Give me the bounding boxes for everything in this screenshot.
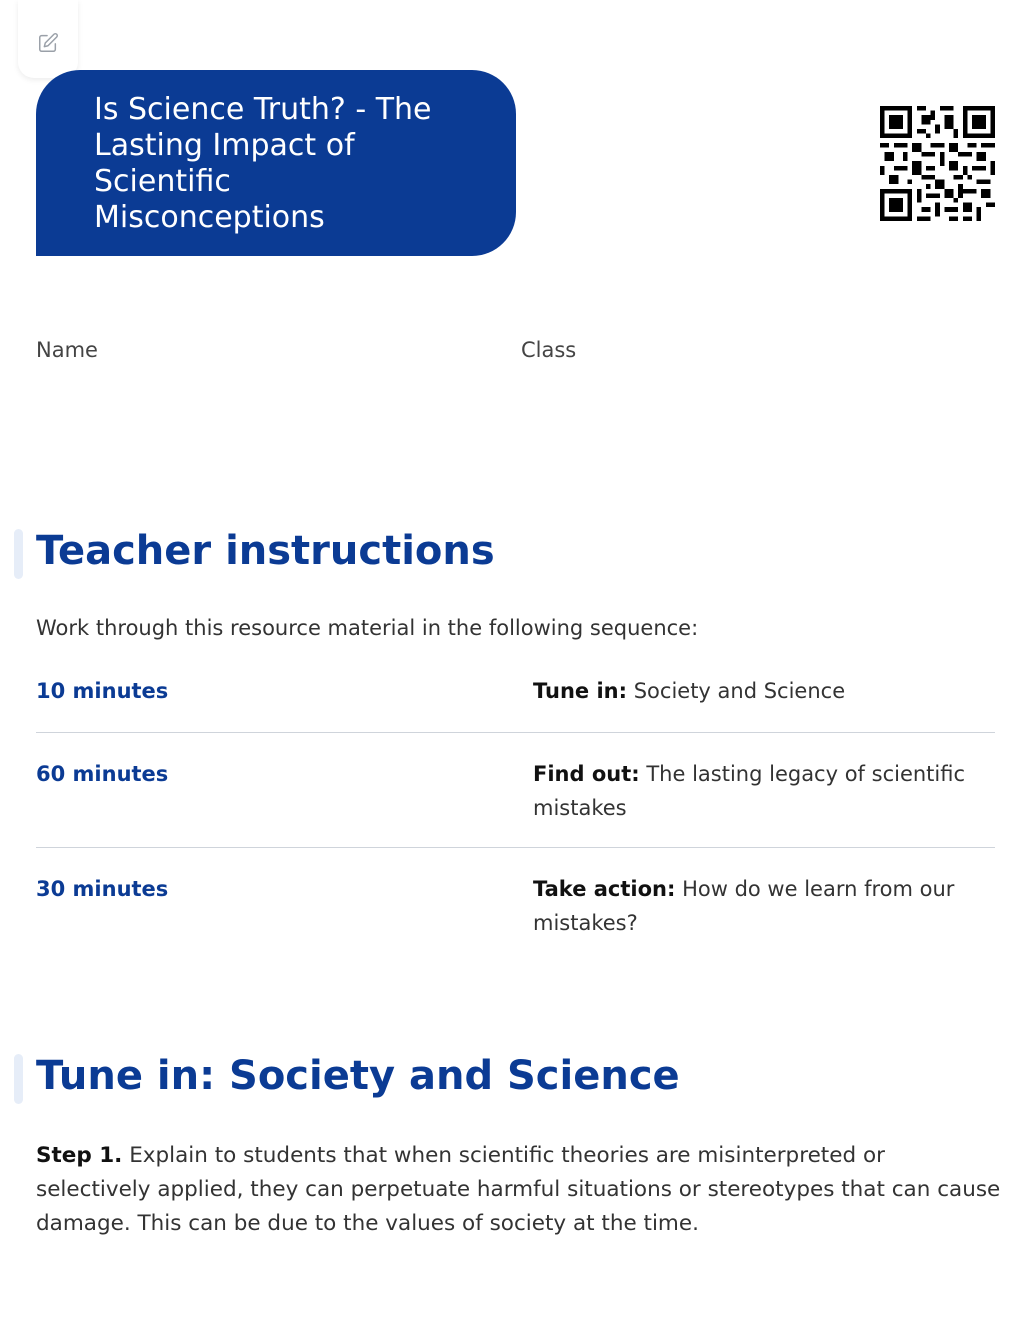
sequence-table [36, 676, 995, 958]
sequence-description [533, 757, 995, 847]
sequence-time: 60 minutes [36, 762, 169, 786]
sequence-phase: Take action: [533, 877, 676, 901]
sequence-time: 10 minutes [36, 679, 169, 703]
qr-code-icon [880, 106, 995, 221]
class-label: Class [521, 338, 577, 362]
page-title: Is Science Truth? - The Lasting Impact of Scientific Misconceptions [94, 92, 432, 235]
sequence-description [533, 872, 995, 958]
sequence-time: 30 minutes [36, 877, 169, 901]
name-label: Name [36, 338, 98, 362]
sequence-phase: Tune in: [533, 679, 628, 703]
section-accent-bar [14, 529, 23, 579]
sequence-text: How do we learn from our mistakes? [533, 877, 955, 935]
sequence-text: Society and Science [633, 679, 846, 703]
sequence-text: The lasting legacy of scientific mistakes [533, 762, 966, 820]
step-text: Explain to students that when scientific theories are misinterpreted or selectively applied, they can perpetuate harmful situations or stereotypes that can cause damage. This can be due to the values of society at the time. [36, 1143, 1001, 1236]
step-paragraph [36, 1139, 1001, 1241]
sequence-phase: Find out: [533, 762, 640, 786]
section-accent-bar [14, 1054, 23, 1104]
title-banner [36, 70, 516, 256]
sequence-row [36, 676, 995, 733]
sequence-description [533, 674, 995, 732]
step-label: Step 1. [36, 1143, 123, 1168]
tune-in-heading: Tune in: Society and Science [36, 1053, 680, 1099]
teacher-instructions-heading: Teacher instructions [36, 528, 495, 574]
sequence-intro: Work through this resource material in the following sequence: [36, 616, 699, 640]
sequence-row [36, 848, 995, 958]
pencil-square-icon [37, 32, 59, 54]
sequence-row [36, 733, 995, 848]
edit-button[interactable] [18, 0, 78, 78]
